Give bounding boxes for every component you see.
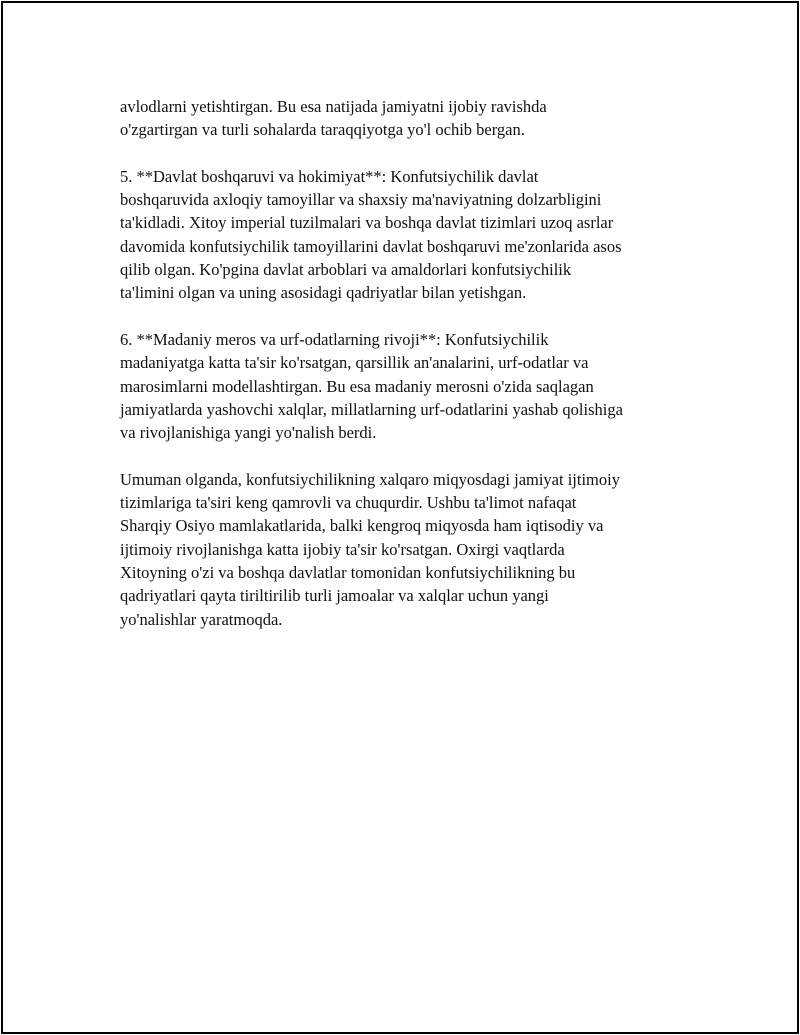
document-body <box>120 95 700 654</box>
paragraph-cultural-heritage: 6. **Madaniy meros va urf-odatlarning rivoji**: Konfutsiychilik madaniyatga katta ta'sir ko'rsatgan, qarsillik an'analarini, urf-odatlar va marosimlarni modellashtirgan. Bu esa madaniy merosni o'zida saqlagan jamiyatlarda yashovchi xalqlar, millatlarning urf-odatlarini yashab qolishiga va rivojlanishiga yangi yo'nalish berdi. <box>120 329 623 443</box>
paragraph-conclusion: Umuman olganda, konfutsiychilikning xalqaro miqyosdagi jamiyat ijtimoiy tizimlariga ta'siri keng qamrovli va chuqurdir. Ushbu ta'limot nafaqat Sharqiy Osiyo mamlakatlarida, balki kengroq miqyosda ham iqtisodiy va ijtimoiy rivojlanishga katta ijobiy ta'sir ko'rsatgan. Oxirgi vaqtlarda Xitoyning o'zi va boshqa davlatlar tomonidan konfutsiychilikning bu qadriyatlari qayta tiriltirilib turli jamoalar va xalqlar uchun yangi yo'nalishlar yaratmoqda. <box>120 469 620 629</box>
paragraph-intro-continuation: avlodlarni yetishtirgan. Bu esa natijada jamiyatni ijobiy ravishda o'zgartirgan va turli sohalarda taraqqiyotga yo'l ochib bergan. <box>120 97 547 140</box>
document-page <box>1 1 799 1034</box>
paragraph-state-governance: 5. **Davlat boshqaruvi va hokimiyat**: Konfutsiychilik davlat boshqaruvida axloqiy tamoyillar va shaxsiy ma'naviyatning dolzarbligini ta'kidladi. Xitoy imperial tuzilmalari va boshqa davlat tizimlari uzoq asrlar davomida konfutsiychilik tamoyillarini davlat boshqaruvi me'zonlarida asos qilib olgan. Ko'pgina davlat arboblari va amaldorlari konfutsiychilik ta'limini olgan va uning asosidagi qadriyatlar bilan yetishgan. <box>120 166 622 303</box>
